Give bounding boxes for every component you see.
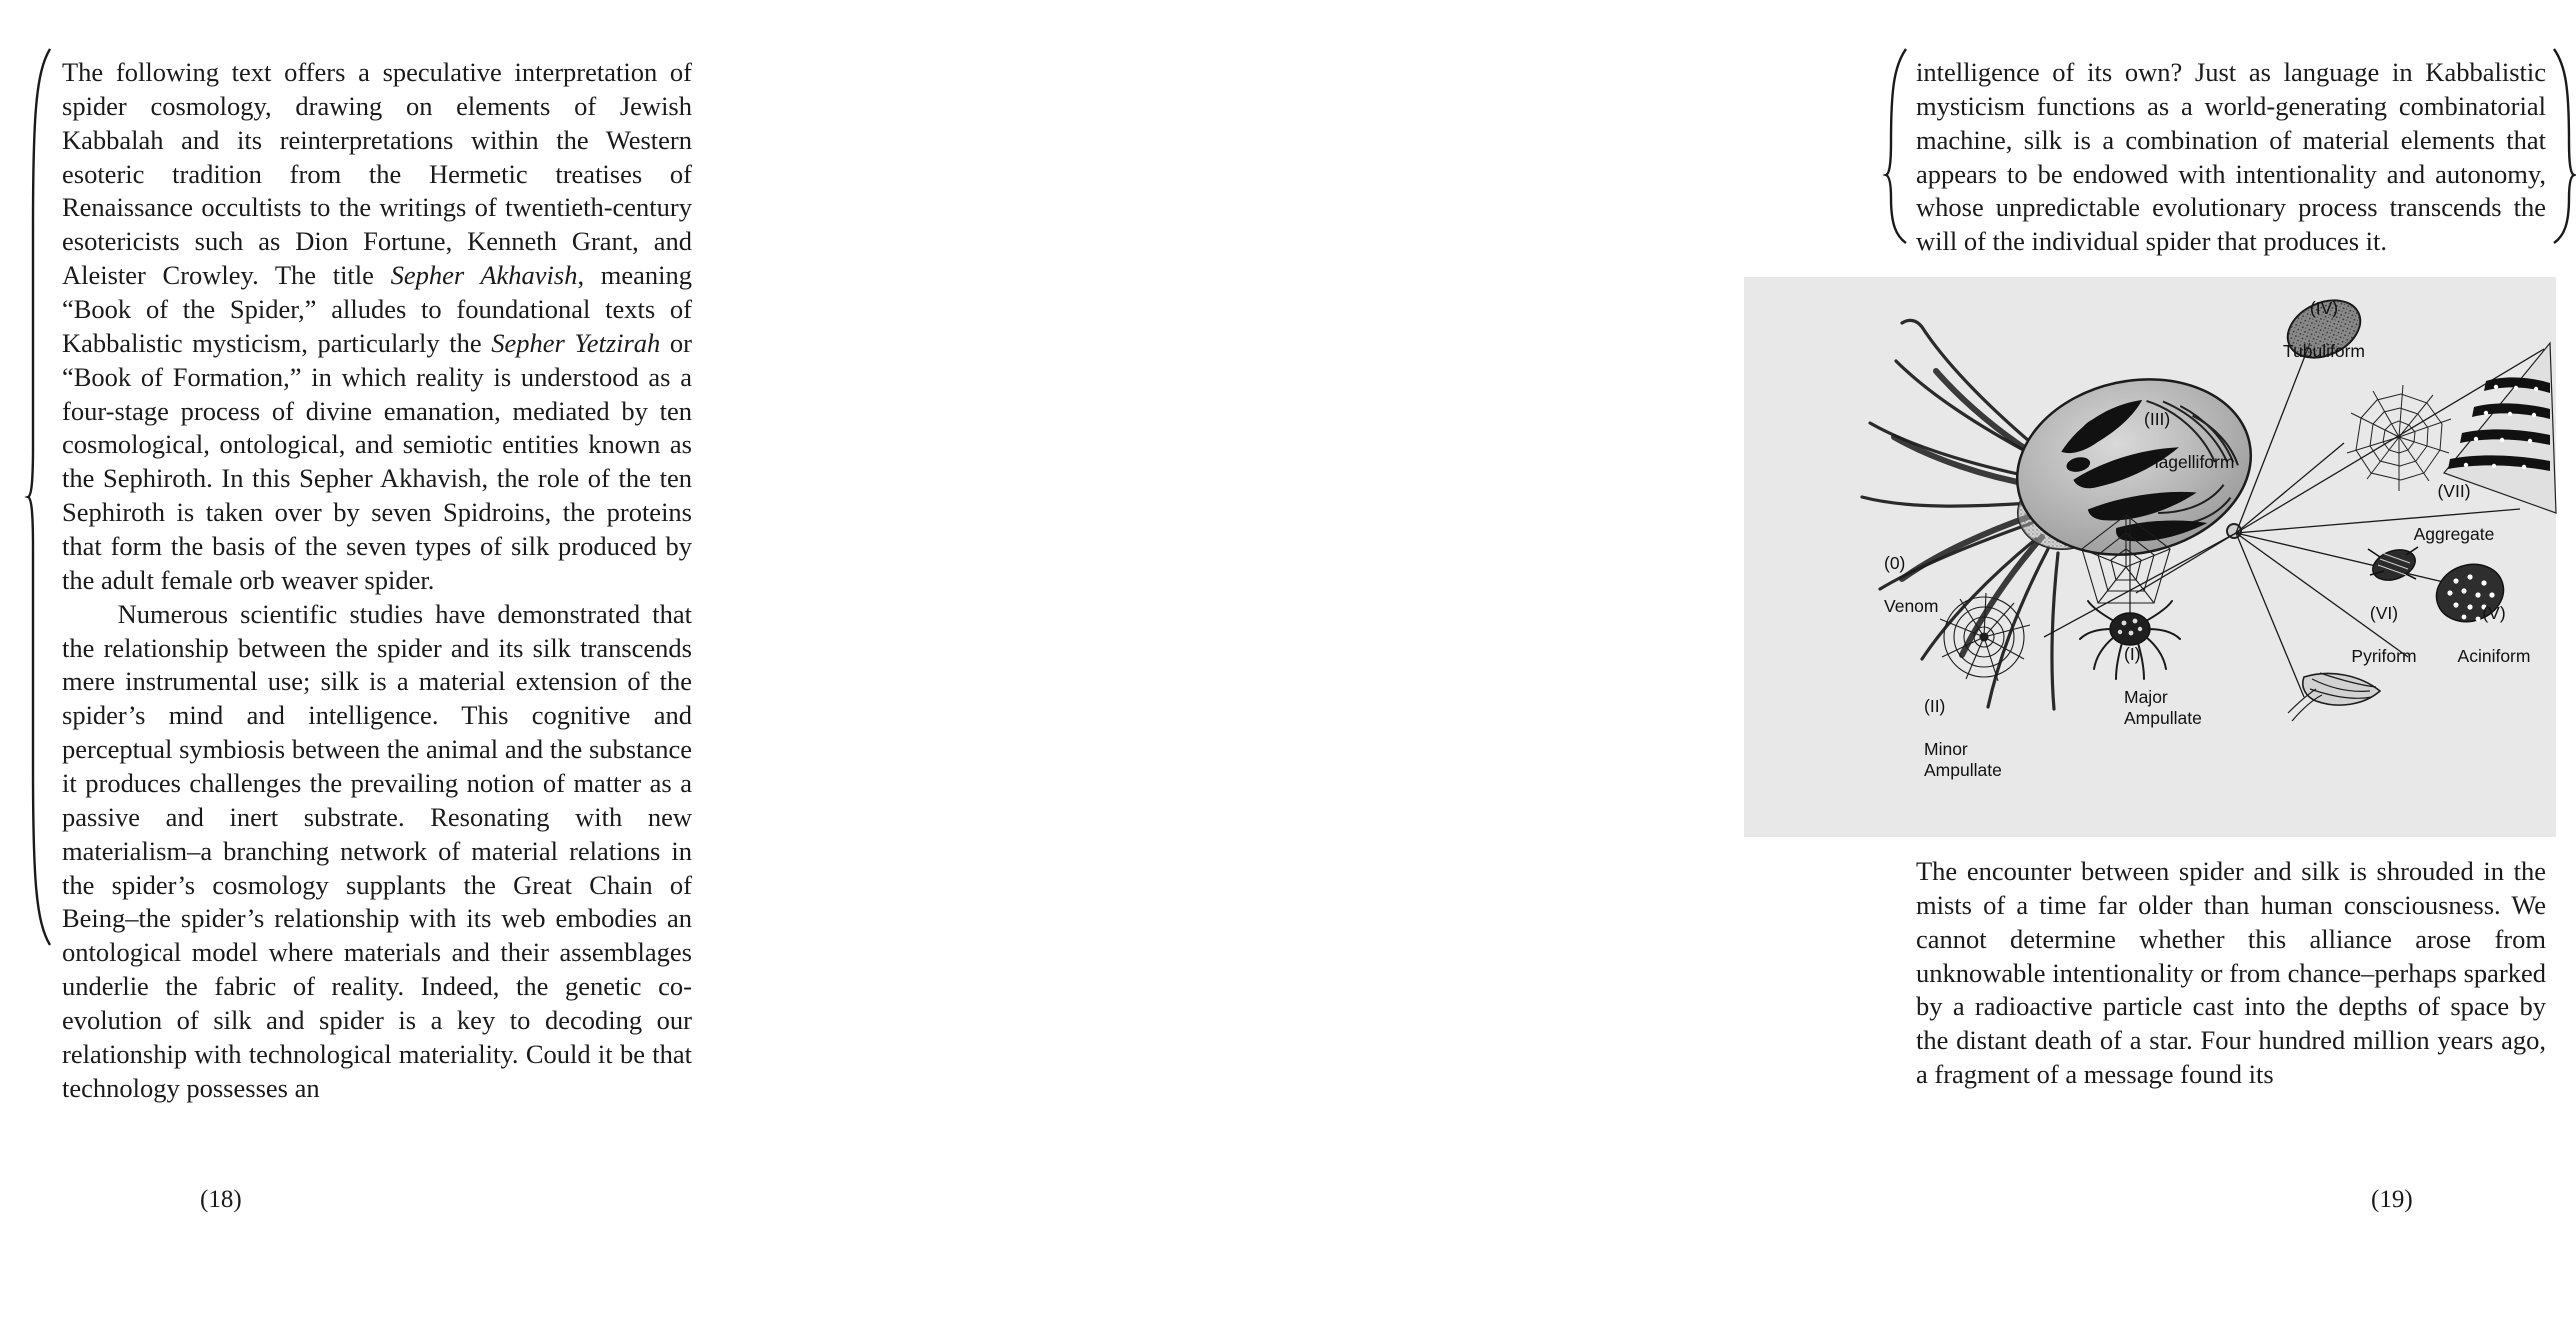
figure-label-major-ampullate [2124,623,2274,730]
pyriform-silk-icon [2368,544,2419,585]
label-name-minor-ampullate: Minor Ampullate [1924,739,2002,781]
left-paragraph-1: The following text offers a speculative interpretation of spider cosmology, drawing on elements of Jewish Kabbalah and its reinterpretations within the Western esoteric tradition from the Hermetic treatises of Renaissance occultists to the writings of twentieth-century esotericists such as Dion Fortune, Kenneth Grant, and Aleister Crowley. The title Sepher Akhavish, meaning “Book of the Spider,” alludes to foundational texts of Kabbalistic mysticism, particularly the Sepher Yetzirah or “Book of Formation,” in which reality is understood as a four-stage process of divine emanation, mediated by ten cosmological, ontological, and semiotic entities known as the Sephiroth. In this Sepher Akhavish, the role of the ten Sephiroth is taken over by seven Spidroins, the proteins that form the basis of the seven types of silk produced by the adult female orb weaver spider. [62,57,692,595]
figure-label-minor-ampullate [1924,675,2084,782]
label-numeral-0: (0) [1884,553,1906,574]
label-numeral-vii: (VII) [2437,481,2471,502]
title-sepher-akhavish: Sepher Akhavish [390,260,578,291]
label-name-venom: Venom [1884,596,1939,617]
label-name-flagelliform: Flagelliform [2144,452,2235,473]
right-column-bracket-right [2552,46,2576,246]
label-name-pyriform: Pyriform [2351,646,2417,667]
label-name-major-ampullate: Major Ampullate [2124,687,2202,729]
right-column-bracket-left [1884,46,1908,246]
figure-label-aciniform [2434,582,2554,667]
spider-silk-glands-figure [1744,277,2556,837]
left-page-body [62,56,692,1106]
figure-label-venom [1884,532,2004,617]
label-name-tubuliform: Tubuliform [2282,341,2365,362]
left-column-bracket [26,46,52,948]
figure-label-flagelliform [2144,388,2294,473]
folio-right: (19) [2371,1186,2413,1213]
label-name-aggregate: Aggregate [2413,524,2495,545]
label-numeral-v: (V) [2482,603,2506,624]
folio-left: (18) [200,1186,242,1213]
label-numeral-ii: (II) [1924,696,1946,717]
figure-label-tubuliform [2259,277,2389,362]
label-numeral-iii: (III) [2144,409,2171,430]
label-numeral-vi: (VI) [2369,603,2399,624]
left-page [0,0,866,1338]
title-sepher-yetzirah: Sepher Yetzirah [491,327,661,358]
figure-illustration [1744,277,2556,837]
right-page [866,0,2546,1338]
left-paragraph-2: Numerous scientific studies have demonstrated that the relationship between the spider and its silk transcends mere instrumental use; silk is a material extension of the spider’s mind and intelligence. This cognitive and perceptual symbiosis between the animal and the substance it produces challenges the prevailing notion of matter as a passive and inert substrate. Resonating with new materialism–a branching network of material relations in the spider’s cosmology supplants the Great Chain of Being–the spider’s relationship with its web embodies an ontological model where materials and their assemblages underlie the fabric of reality. Indeed, the genetic co-evolution of silk and spider is a key to decoding our relationship with technological materiality. Could it be that technology possesses an [62,598,692,1103]
right-page-bottom-text: The encounter between spider and silk is shrouded in the mists of a time far older than human consciousness. We cannot determine whether this alliance arose from unknowable intentionality or from chance–perhaps sparked by a radioactive particle cast into the depths of space by the distant death of a star. Four hundred million years ago, a fragment of a message found its [1916,856,2546,1090]
right-page-top-text: intelligence of its own? Just as language in Kabbalistic mysticism functions as a world-generating combinatorial machine, silk is a combination of material elements that appears to be endowed with intentionality and autonomy, whose unpredictable evolutionary process transcends the will of the individual spider that produces it. [1916,57,2546,257]
label-name-aciniform: Aciniform [2457,646,2531,667]
figure-label-pyriform [2324,582,2444,667]
wrapped-prey-icon [2288,673,2380,721]
label-numeral-iv: (IV) [2309,298,2339,319]
figure-label-aggregate [2389,460,2519,545]
label-numeral-i: (I) [2124,644,2141,665]
